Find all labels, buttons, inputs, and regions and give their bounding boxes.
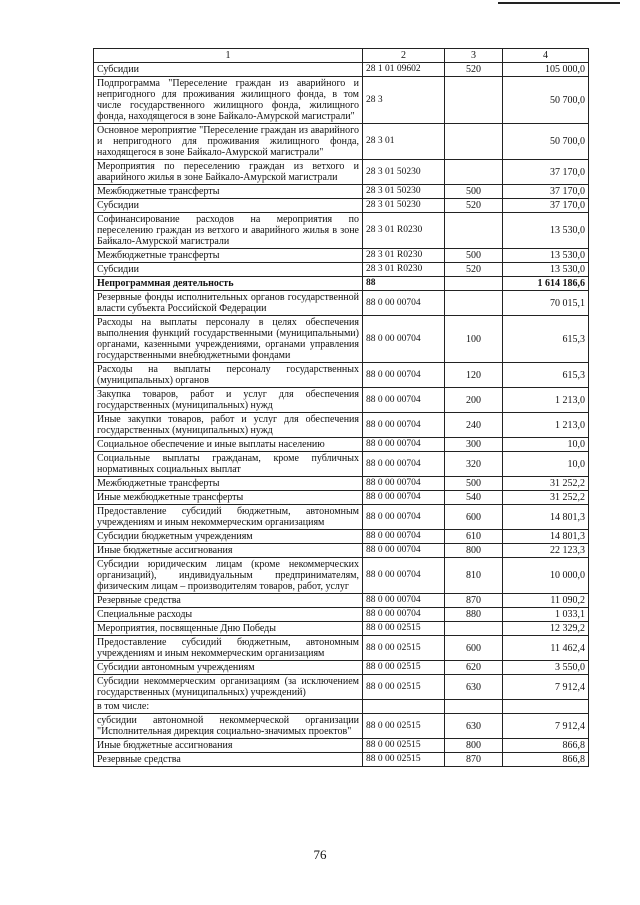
- cell-sum: 1 033,1: [503, 608, 589, 622]
- cell-type: 800: [445, 739, 503, 753]
- table-row: [94, 249, 589, 263]
- cell-sum: 37 170,0: [503, 160, 589, 185]
- table-row: [94, 477, 589, 491]
- cell-name: Мероприятия по переселению граждан из ветхого и аварийного жилья в зоне Байкало-Амурской магистрали: [94, 160, 363, 185]
- cell-type: 520: [445, 63, 503, 77]
- cell-name: Субсидии автономным учреждениям: [94, 661, 363, 675]
- cell-sum: [503, 700, 589, 714]
- cell-type: 610: [445, 530, 503, 544]
- table-row: [94, 594, 589, 608]
- cell-sum: 11 462,4: [503, 636, 589, 661]
- cell-code: 28 3 01 50230: [363, 160, 445, 185]
- cell-code: 88 0 00 00704: [363, 438, 445, 452]
- cell-sum: 50 700,0: [503, 77, 589, 124]
- cell-code: 28 3 01 50230: [363, 185, 445, 199]
- table-row: [94, 277, 589, 291]
- cell-name: Резервные средства: [94, 753, 363, 767]
- cell-type: 300: [445, 438, 503, 452]
- cell-code: [363, 700, 445, 714]
- cell-type: 620: [445, 661, 503, 675]
- cell-type: 200: [445, 388, 503, 413]
- cell-code: 88 0 00 00704: [363, 544, 445, 558]
- cell-code: 88: [363, 277, 445, 291]
- cell-type: [445, 160, 503, 185]
- cell-code: 88 0 00 02515: [363, 675, 445, 700]
- cell-type: [445, 291, 503, 316]
- cell-sum: 70 015,1: [503, 291, 589, 316]
- cell-name: в том числе:: [94, 700, 363, 714]
- cell-name: Предоставление субсидий бюджетным, автономным учреждениям и иным некоммерческим организациям: [94, 505, 363, 530]
- table-row: [94, 714, 589, 739]
- cell-type: 100: [445, 316, 503, 363]
- cell-sum: 50 700,0: [503, 124, 589, 160]
- cell-sum: 1 213,0: [503, 388, 589, 413]
- cell-sum: 7 912,4: [503, 714, 589, 739]
- cell-code: 28 1 01 09602: [363, 63, 445, 77]
- table-row: [94, 675, 589, 700]
- table-row: [94, 558, 589, 594]
- cell-type: 120: [445, 363, 503, 388]
- table-row: [94, 77, 589, 124]
- table-row: [94, 363, 589, 388]
- cell-code: 88 0 00 00704: [363, 530, 445, 544]
- cell-name: Субсидии некоммерческим организациям (за исключением государственных (муниципальных) учреждений): [94, 675, 363, 700]
- cell-name: Подпрограмма "Переселение граждан из аварийного и непригодного для проживания жилищного фонда, в том числе государственного жилищного фонда, жилищного фонда, находящегося в зоне Байкало-Амурской магистрали": [94, 77, 363, 124]
- cell-type: 240: [445, 413, 503, 438]
- cell-sum: 11 090,2: [503, 594, 589, 608]
- cell-name: Субсидии бюджетным учреждениям: [94, 530, 363, 544]
- cell-name: Иные бюджетные ассигнования: [94, 739, 363, 753]
- cell-sum: 7 912,4: [503, 675, 589, 700]
- cell-sum: 10,0: [503, 438, 589, 452]
- table-row: [94, 753, 589, 767]
- cell-name: Субсидии: [94, 63, 363, 77]
- cell-sum: 12 329,2: [503, 622, 589, 636]
- cell-code: 88 0 00 00704: [363, 608, 445, 622]
- table-row: [94, 263, 589, 277]
- cell-type: 520: [445, 263, 503, 277]
- cell-name: Основное мероприятие "Переселение граждан из аварийного и непригодного для проживания жилищного фонда, находящегося в зоне Байкало-Амурской магистрали": [94, 124, 363, 160]
- cell-sum: 615,3: [503, 316, 589, 363]
- cell-name: Иные бюджетные ассигнования: [94, 544, 363, 558]
- cell-code: 88 0 00 00704: [363, 491, 445, 505]
- cell-type: 320: [445, 452, 503, 477]
- cell-type: [445, 700, 503, 714]
- cell-code: 28 3 01 50230: [363, 199, 445, 213]
- cell-name: Резервные фонды исполнительных органов государственной власти субъекта Российской Федерации: [94, 291, 363, 316]
- cell-code: 28 3 01: [363, 124, 445, 160]
- table-row: [94, 199, 589, 213]
- budget-table: [93, 48, 589, 767]
- cell-type: 540: [445, 491, 503, 505]
- cell-code: 88 0 00 02515: [363, 739, 445, 753]
- cell-name: Непрограммная деятельность: [94, 277, 363, 291]
- cell-code: 88 0 00 00704: [363, 452, 445, 477]
- cell-code: 88 0 00 00704: [363, 363, 445, 388]
- cell-code: 28 3: [363, 77, 445, 124]
- cell-name: Мероприятия, посвященные Дню Победы: [94, 622, 363, 636]
- cell-type: [445, 213, 503, 249]
- table-row: [94, 316, 589, 363]
- page-number: 76: [313, 847, 327, 862]
- cell-type: 810: [445, 558, 503, 594]
- header-cell-type: 3: [445, 49, 503, 63]
- table-row: [94, 388, 589, 413]
- header-cell-name: 1: [94, 49, 363, 63]
- cell-name: Иные закупки товаров, работ и услуг для обеспечения государственных (муниципальных) нужд: [94, 413, 363, 438]
- cell-name: Субсидии юридическим лицам (кроме некоммерческих организаций), индивидуальным предпринимателям, физическим лицам – производителям товаров, работ, услуг: [94, 558, 363, 594]
- table-row: [94, 63, 589, 77]
- table-row: [94, 530, 589, 544]
- cell-name: Расходы на выплаты персоналу государственных (муниципальных) органов: [94, 363, 363, 388]
- cell-sum: 10 000,0: [503, 558, 589, 594]
- cell-sum: 1 614 186,6: [503, 277, 589, 291]
- header-row: [94, 49, 589, 63]
- cell-type: [445, 77, 503, 124]
- cell-type: 600: [445, 636, 503, 661]
- cell-code: 88 0 00 02515: [363, 753, 445, 767]
- table-row: [94, 739, 589, 753]
- table-row: [94, 185, 589, 199]
- cell-name: Субсидии: [94, 263, 363, 277]
- cell-sum: 105 000,0: [503, 63, 589, 77]
- table-row: [94, 491, 589, 505]
- table-row: [94, 661, 589, 675]
- table-row: [94, 291, 589, 316]
- table-row: [94, 213, 589, 249]
- cell-type: 500: [445, 249, 503, 263]
- table-row: [94, 452, 589, 477]
- cell-name: Закупка товаров, работ и услуг для обеспечения государственных (муниципальных) нужд: [94, 388, 363, 413]
- cell-name: Резервные средства: [94, 594, 363, 608]
- cell-code: 88 0 00 00704: [363, 316, 445, 363]
- cell-code: 88 0 00 02515: [363, 661, 445, 675]
- cell-name: Межбюджетные трансферты: [94, 477, 363, 491]
- cell-code: 28 3 01 R0230: [363, 213, 445, 249]
- table-row: [94, 124, 589, 160]
- header-cell-sum: 4: [503, 49, 589, 63]
- top-rule: [498, 2, 620, 4]
- cell-code: 88 0 00 00704: [363, 291, 445, 316]
- cell-type: [445, 277, 503, 291]
- cell-type: 630: [445, 714, 503, 739]
- cell-code: 28 3 01 R0230: [363, 263, 445, 277]
- cell-sum: 13 530,0: [503, 263, 589, 277]
- cell-sum: 37 170,0: [503, 199, 589, 213]
- cell-sum: 615,3: [503, 363, 589, 388]
- cell-code: 88 0 00 00704: [363, 413, 445, 438]
- table-row: [94, 608, 589, 622]
- table-row: [94, 622, 589, 636]
- table-row: [94, 636, 589, 661]
- cell-sum: 13 530,0: [503, 213, 589, 249]
- cell-sum: 1 213,0: [503, 413, 589, 438]
- cell-name: Социальные выплаты гражданам, кроме публичных нормативных социальных выплат: [94, 452, 363, 477]
- cell-code: 28 3 01 R0230: [363, 249, 445, 263]
- cell-sum: 37 170,0: [503, 185, 589, 199]
- header-cell-code: 2: [363, 49, 445, 63]
- cell-type: 630: [445, 675, 503, 700]
- cell-sum: 14 801,3: [503, 530, 589, 544]
- cell-type: 880: [445, 608, 503, 622]
- table-row: [94, 438, 589, 452]
- table-row: [94, 700, 589, 714]
- cell-type: 870: [445, 594, 503, 608]
- cell-sum: 31 252,2: [503, 477, 589, 491]
- cell-code: 88 0 00 00704: [363, 505, 445, 530]
- cell-name: Предоставление субсидий бюджетным, автономным учреждениям и иным некоммерческим организациям: [94, 636, 363, 661]
- cell-sum: 866,8: [503, 739, 589, 753]
- cell-type: 800: [445, 544, 503, 558]
- table-row: [94, 544, 589, 558]
- cell-sum: 3 550,0: [503, 661, 589, 675]
- cell-code: 88 0 00 00704: [363, 477, 445, 491]
- cell-code: 88 0 00 02515: [363, 636, 445, 661]
- cell-sum: 13 530,0: [503, 249, 589, 263]
- cell-name: Иные межбюджетные трансферты: [94, 491, 363, 505]
- cell-sum: 22 123,3: [503, 544, 589, 558]
- cell-name: Расходы на выплаты персоналу в целях обеспечения выполнения функций государственными (муниципальными) органами, казенными учреждениями, органами управления государственными внебюджетными фондами: [94, 316, 363, 363]
- cell-type: 870: [445, 753, 503, 767]
- cell-name: Субсидии: [94, 199, 363, 213]
- cell-name: субсидии автономной некоммерческой организации "Исполнительная дирекция социально-значимых проектов": [94, 714, 363, 739]
- cell-code: 88 0 00 00704: [363, 388, 445, 413]
- cell-name: Межбюджетные трансферты: [94, 249, 363, 263]
- cell-name: Специальные расходы: [94, 608, 363, 622]
- cell-type: [445, 622, 503, 636]
- cell-name: Социальное обеспечение и иные выплаты населению: [94, 438, 363, 452]
- cell-code: 88 0 00 02515: [363, 622, 445, 636]
- cell-type: 600: [445, 505, 503, 530]
- table-row: [94, 160, 589, 185]
- cell-code: 88 0 00 02515: [363, 714, 445, 739]
- cell-name: Межбюджетные трансферты: [94, 185, 363, 199]
- table-row: [94, 505, 589, 530]
- cell-type: 500: [445, 477, 503, 491]
- cell-type: 520: [445, 199, 503, 213]
- cell-sum: 866,8: [503, 753, 589, 767]
- table-row: [94, 413, 589, 438]
- cell-name: Софинансирование расходов на мероприятия по переселению граждан из ветхого и аварийного жилья в зоне Байкало-Амурской магистрали: [94, 213, 363, 249]
- cell-type: [445, 124, 503, 160]
- cell-sum: 10,0: [503, 452, 589, 477]
- cell-code: 88 0 00 00704: [363, 594, 445, 608]
- cell-sum: 31 252,2: [503, 491, 589, 505]
- cell-type: 500: [445, 185, 503, 199]
- cell-code: 88 0 00 00704: [363, 558, 445, 594]
- cell-sum: 14 801,3: [503, 505, 589, 530]
